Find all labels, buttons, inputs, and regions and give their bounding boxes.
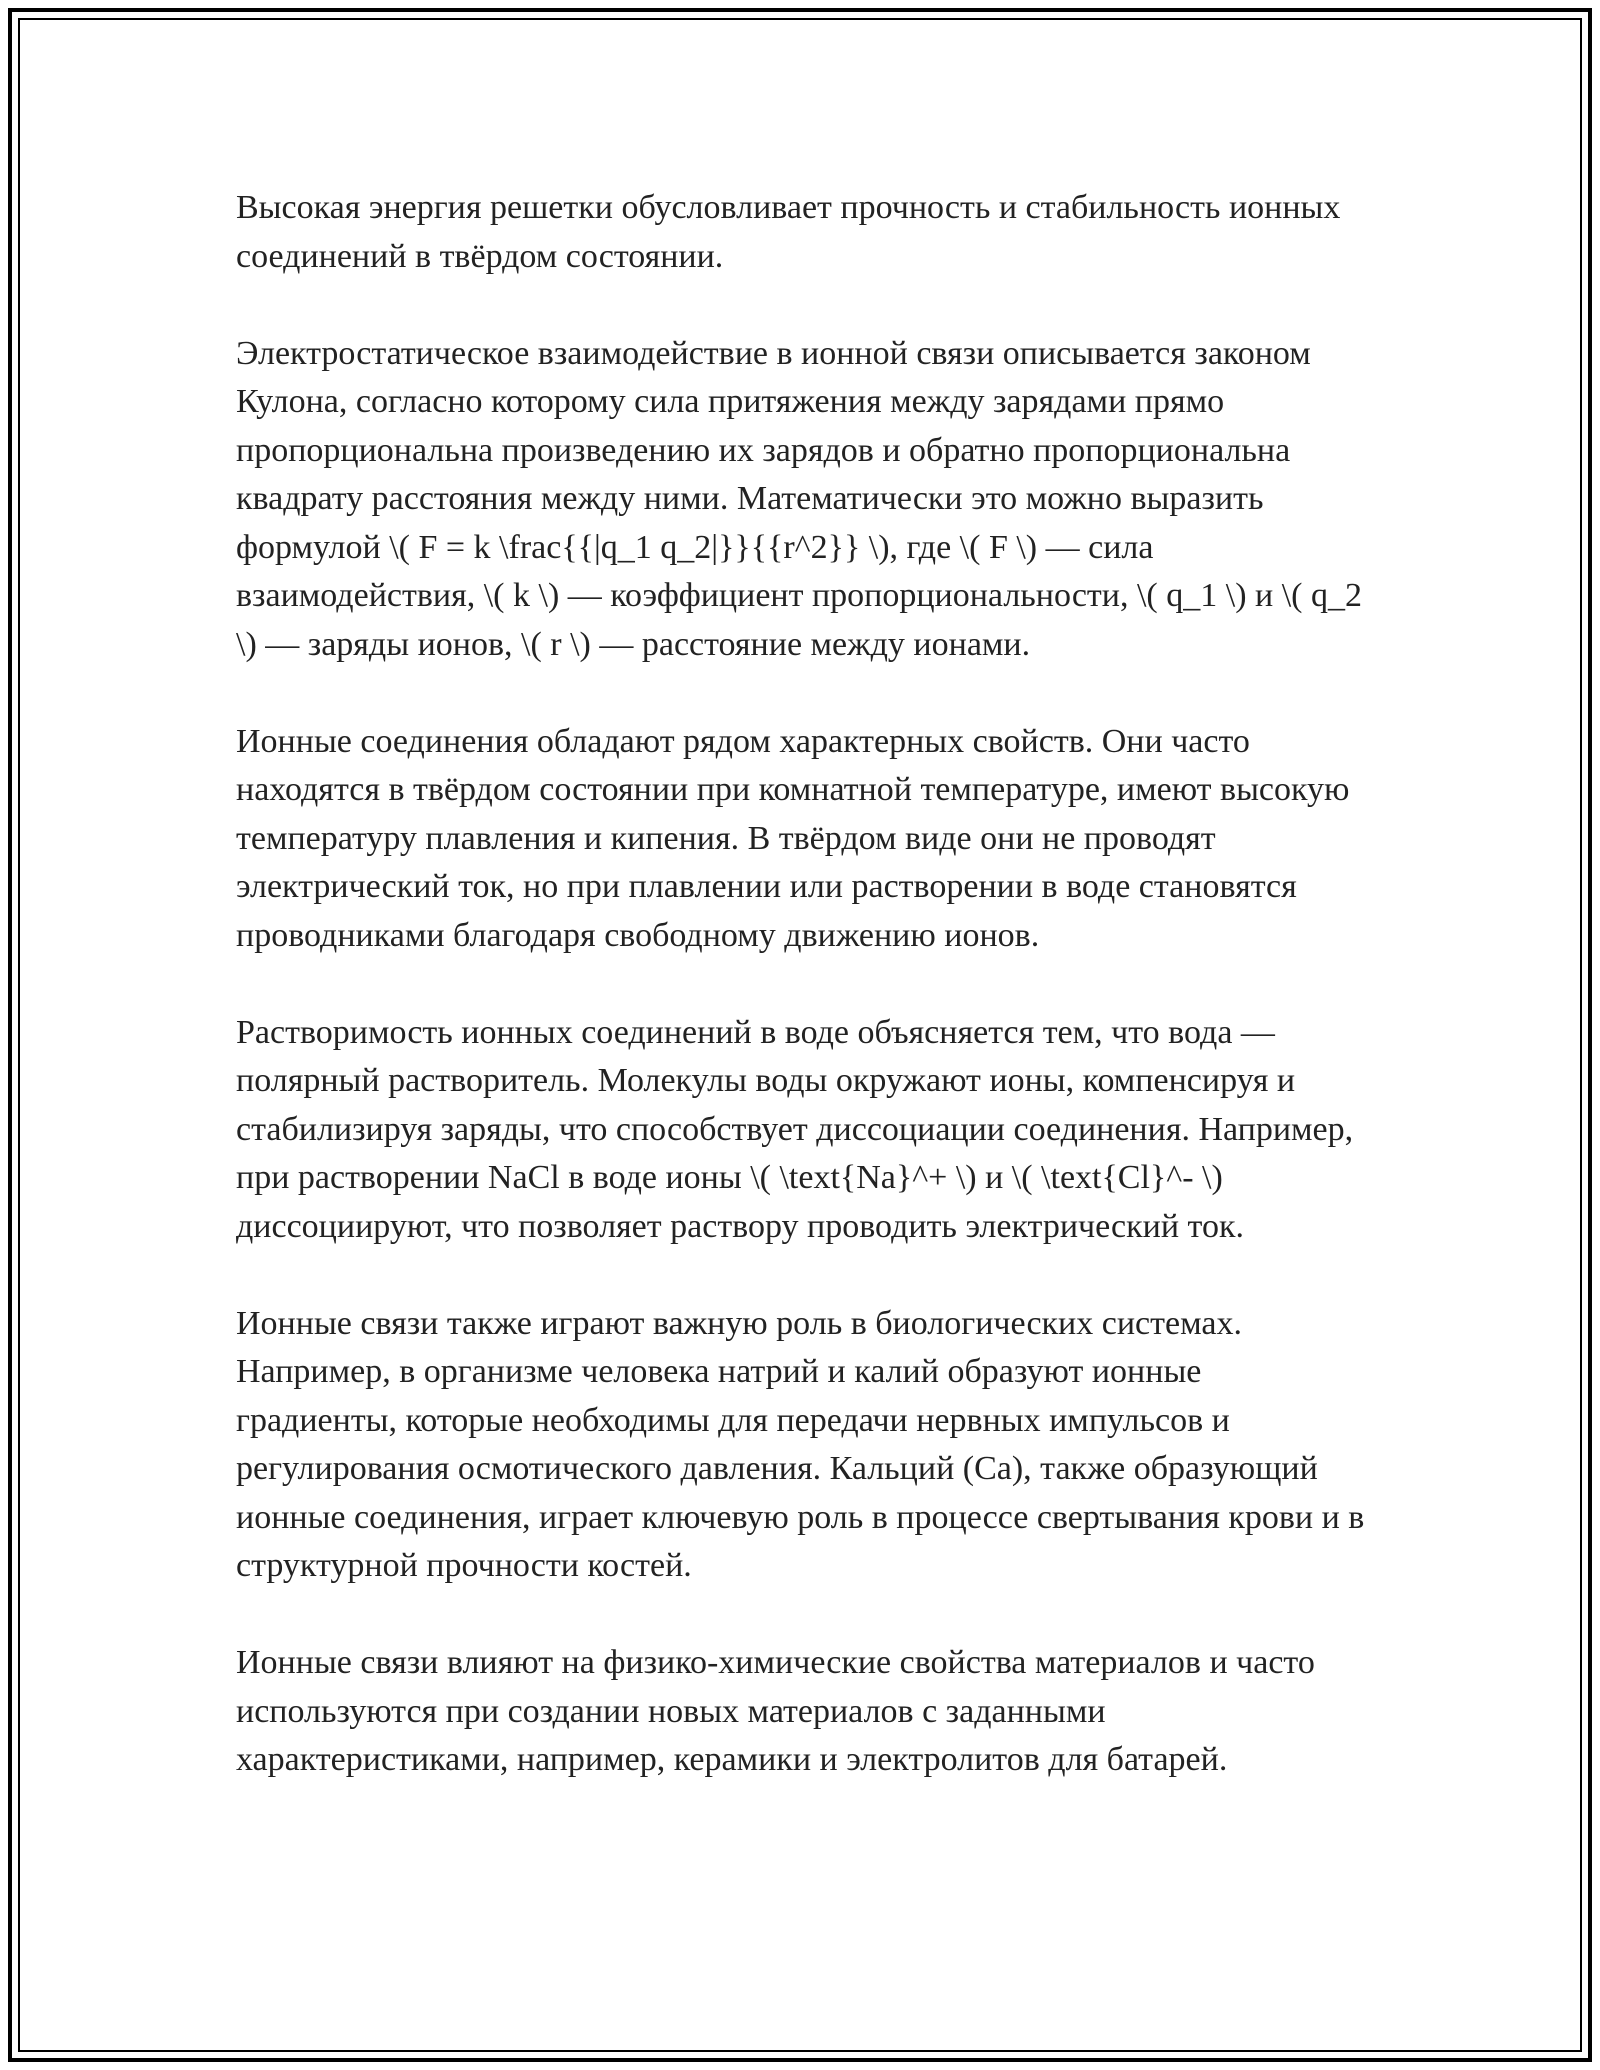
paragraph-lattice-energy: Высокая энергия решетки обусловливает прочность и стабильность ионных соединений в твёрдом состоянии.	[236, 189, 1341, 275]
paragraph-solubility: Растворимость ионных соединений в воде объясняется тем, что вода — полярный растворитель. Молекулы воды окружают ионы, компенсируя и стабилизируя заряды, что способствует диссоциации соединения. Например, при растворении NaCl в воде ионы \( \text{Na}^+ \) и \( \text{Cl}^- \) диссоциируют, что позволяет раствору проводить электрический ток.	[236, 1013, 1354, 1245]
document-body	[236, 184, 1366, 1833]
paragraph-biological-role: Ионные связи также играют важную роль в биологических системах. Например, в организме человека натрий и калий образуют ионные градиенты, которые необходимы для передачи нервных импульсов и регулирования осмотического давления. Кальций (Ca), также образующий ионные соединения, играет ключевую роль в процессе свертывания крови и в структурной прочности костей.	[236, 1304, 1365, 1584]
paragraph-materials: Ионные связи влияют на физико-химические свойства материалов и часто используются при создании новых материалов с заданными характеристиками, например, керамики и электролитов для батарей.	[236, 1644, 1315, 1778]
paragraph-ionic-properties: Ионные соединения обладают рядом характерных свойств. Они часто находятся в твёрдом состоянии при комнатной температуре, имеют высокую температуру плавления и кипения. В твёрдом виде они не проводят электрический ток, но при плавлении или растворении в воде становятся проводниками благодаря свободному движению ионов.	[236, 722, 1350, 954]
paragraph-coulomb-law: Электростатическое взаимодействие в ионной связи описывается законом Кулона, согласно которому сила притяжения между зарядами прямо пропорциональна произведению их зарядов и обратно пропорциональна квадрату расстояния между ними. Математически это можно выразить формулой \( F = k \frac{{|q_1 q_2|}}{{r^2}} \), где \( F \) — сила взаимодействия, \( k \) — коэффициент пропорциональности, \( q_1 \) и \( q_2 \) — заряды ионов, \( r \) — расстояние между ионами.	[236, 334, 1362, 663]
